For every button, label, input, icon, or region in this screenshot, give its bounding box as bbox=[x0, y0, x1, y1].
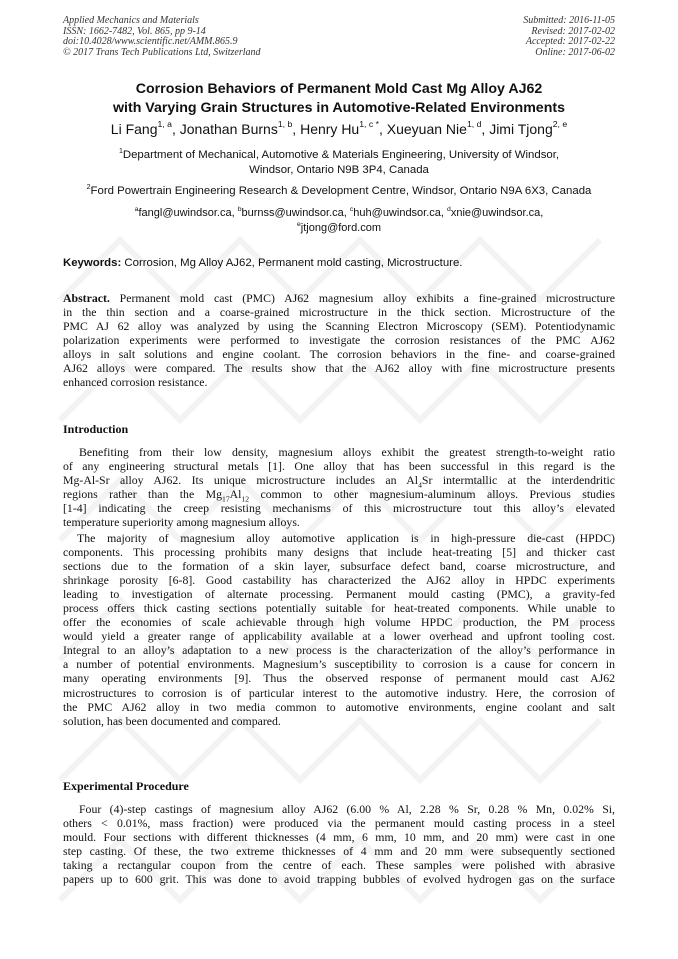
experimental-paragraph bbox=[63, 802, 615, 886]
body-line: [1-4] indicating the creep resisting mechanisms of this microstructure tout this alloy’s elevated bbox=[63, 501, 615, 516]
body-line: a number of potential environments. Magnesium’s susceptibility to corrosion is a cause for concern in bbox=[63, 657, 615, 672]
abstract-line: polarization experiments were performed to investigate the corrosion resistances of the PMC AJ62 bbox=[63, 333, 615, 348]
body-line: taking a rectangular coupon from the centre of each. These samples were polished with abrasive bbox=[63, 858, 615, 873]
affiliation-text: Department of Mechanical, Automotive & Materials Engineering, University of Windsor, bbox=[122, 149, 560, 161]
body-line: shrinkage porosity [6-8]. Good castability has characterized the AJ62 alloy in HPDC experiments bbox=[63, 573, 615, 588]
body-line: Integral to an alloy’s adaptation to a new process is the characterization of the alloy’s performance in bbox=[63, 643, 615, 658]
body-line bbox=[63, 487, 616, 504]
author-name: Jonathan Burns bbox=[179, 121, 278, 137]
keywords bbox=[63, 257, 462, 269]
body-line: mould. Four sections with different thicknesses (4 mm, 6 mm, 10 mm, and 20 mm) were cast in one bbox=[63, 830, 615, 845]
body-line: others < 0.01%, mass fraction) were produced via the permanent mould casting process in a steel bbox=[63, 816, 615, 831]
author-affiliation-mark: 1, a bbox=[157, 119, 172, 130]
abstract-line: enhanced corrosion resistance. bbox=[63, 375, 208, 390]
author-affiliation-mark: 1, b bbox=[277, 119, 293, 130]
body-line bbox=[63, 473, 615, 490]
body-line: sections due to the formation of a skin layer, subsurface defect band, coarse microstructure, and bbox=[63, 559, 615, 574]
experimental-heading: Experimental Procedure bbox=[63, 779, 189, 793]
author-list: Li Fang$^{1, a}$, Jonathan Burns$^{1, b}$, Henry $Hu^{1, c *}$, Xueyuan Nie$^{1, d}$, Jimi Tjong$^{2, e}$ bbox=[110, 119, 568, 137]
affiliation-text: Ford Powertrain Engineering Research & Development Centre, Windsor, Ontario N9A 6X3, Canada bbox=[90, 185, 592, 197]
email-mark: c bbox=[349, 205, 354, 213]
journal-name: Applied Mechanics and Materials bbox=[63, 15, 199, 26]
body-line: The majority of magnesium alloy automotive application is in high-pressure die-cast (HPDC) bbox=[77, 531, 615, 545]
body-line: offer the economies of scale achievable through high volume HPDC production, the PM process bbox=[63, 615, 615, 630]
online-date: Online: 2017-06-02 bbox=[535, 46, 615, 58]
abstract-line: AJ62 alloys were compared. The results show that the AJ62 alloy with fine microstructure presents bbox=[63, 361, 615, 376]
email-mark: a bbox=[134, 205, 139, 213]
author-affiliation-mark: 2, e bbox=[552, 119, 568, 130]
journal-info bbox=[63, 16, 261, 58]
accepted-date: Accepted: 2017-02-22 bbox=[525, 36, 615, 48]
body-text: Sr intermtallic at the interdendritic bbox=[421, 473, 615, 488]
copyright: © 2017 Trans Tech Publications Ltd, Switzerland bbox=[63, 46, 261, 58]
affiliation-text: Windsor, Ontario N9B 3P4, Canada bbox=[249, 164, 429, 176]
body-text: regions rather than the Mg bbox=[63, 487, 222, 502]
author-affiliation-mark: 1, c * bbox=[359, 119, 379, 130]
author-name: Li Fang bbox=[110, 121, 158, 137]
body-text: Mg-Al-Sr alloy AJ62. Its unique microstructure includes an Al bbox=[63, 473, 419, 488]
body-line: step casting. Of these, the two extreme thicknesses of 4 mm and 20 mm were subsequently sectioned bbox=[63, 844, 615, 859]
paper-title bbox=[40, 80, 638, 118]
abstract-line: alloys in salt solutions and engine coolant. The corrosion behaviors in the fine- and coarse-grained bbox=[63, 347, 615, 362]
introduction-paragraph-2 bbox=[63, 531, 615, 728]
issn-volume: ISSN: 1662-7482, Vol. 865, pp 9-14 bbox=[63, 25, 206, 37]
body-line: components. This processing prohibits many designs that include heat-treating [5] and thicker cast bbox=[63, 545, 615, 560]
email-mark: b bbox=[237, 205, 242, 213]
body-line: Benefiting from their low density, magnesium alloys exhibit the greatest strength-to-weight ratio bbox=[79, 445, 615, 459]
abstract-line: PMC AJ 62 alloy was analyzed by using the Scanning Electron Microscopy (SEM). Potentiodynamic bbox=[63, 319, 615, 334]
body-line: Four (4)-step castings of magnesium alloy AJ62 (6.00 % Al, 2.28 % Sr, 0.28 % Mn, 0.02% Si, bbox=[79, 802, 615, 816]
email-list bbox=[40, 206, 638, 236]
email-link[interactable]: jtjong@ford.com bbox=[300, 222, 382, 234]
affiliation-number: 1 bbox=[118, 147, 123, 155]
revised-date: Revised: 2017-02-02 bbox=[531, 25, 615, 37]
author-name: Henry Hu bbox=[300, 121, 360, 137]
keywords-label: Keywords: bbox=[63, 257, 122, 269]
submitted-date: Submitted: 2016-11-05 bbox=[523, 15, 615, 26]
body-line: process offers thick casting sections potentially suitable for heat-treated components. While unable to bbox=[63, 601, 615, 616]
introduction-paragraph-1 bbox=[63, 445, 615, 529]
abstract-label: Abstract. bbox=[63, 291, 110, 305]
email-link[interactable]: burnss@uwindsor.ca, bbox=[241, 207, 347, 219]
body-text: common to other magnesium-aluminum alloys. Previous studies bbox=[249, 487, 616, 502]
body-line: the PMC AJ62 alloy in two media common to automotive environments, engine coolant and salt bbox=[63, 699, 615, 714]
title-line-1: Corrosion Behaviors of Permanent Mold Cast Mg Alloy AJ62 bbox=[135, 81, 543, 97]
email-mark: d bbox=[447, 205, 451, 213]
author-name: Jimi Tjong bbox=[489, 121, 553, 137]
email-link[interactable]: huh@uwindsor.ca, bbox=[353, 207, 444, 219]
author-affiliation-mark: 1, d bbox=[466, 119, 482, 130]
affiliation-2 bbox=[40, 184, 638, 199]
body-line: microstructures to corrosion is of particular interest to the automotive industry. Here, the corrosion of bbox=[63, 685, 615, 700]
subscript: 12 bbox=[241, 494, 250, 504]
body-line: would yield a greater range of applicability available at a lower overhead and upfront tooling cost. bbox=[63, 629, 615, 644]
body-line: temperature superiority among magnesium alloys. bbox=[63, 515, 300, 530]
keywords-text: Corrosion, Mg Alloy AJ62, Permanent mold casting, Microstructure. bbox=[121, 257, 463, 269]
abstract bbox=[63, 291, 615, 389]
body-line: papers up to 600 grit. This was done to avoid trapping bubbles of evolved hydrogen gas on the surface bbox=[63, 872, 615, 887]
title-line-2: with Varying Grain Structures in Automotive-Related Environments bbox=[113, 100, 565, 116]
affiliation-1 bbox=[40, 148, 638, 178]
body-text: Al bbox=[229, 487, 242, 502]
submission-dates bbox=[523, 16, 615, 58]
body-line: of any engineering structural metals [1]. One alloy that has been successful in this regard is the bbox=[63, 459, 615, 474]
email-link[interactable]: fangl@uwindsor.ca, bbox=[138, 207, 235, 219]
email-link[interactable]: xnie@uwindsor.ca, bbox=[450, 207, 544, 219]
introduction-heading: Introduction bbox=[63, 422, 129, 436]
email-mark: e bbox=[296, 220, 301, 228]
abstract-line: in the thin section and a coarse-grained microstructure in the thick section. Microstructure of the bbox=[63, 305, 615, 320]
body-line: many operating environments [9]. Thus the observed response of permanent mould cast AJ62 bbox=[63, 671, 615, 686]
abstract-text: Permanent mold cast (PMC) AJ62 magnesium alloy exhibits a fine-grained microstructure bbox=[109, 291, 615, 305]
doi: doi:10.4028/www.scientific.net/AMM.865.9 bbox=[63, 36, 238, 48]
subscript: 17 bbox=[221, 494, 230, 504]
subscript: 4 bbox=[418, 480, 422, 490]
body-line: leading to investigation of alternate processing. Permanent mould casting (PMC), a gravity-fed bbox=[63, 587, 615, 602]
abstract-line bbox=[63, 291, 615, 305]
body-line: solution, has been documented and compared. bbox=[63, 713, 281, 728]
author-name: Xueyuan Nie bbox=[386, 121, 467, 137]
affiliation-number: 2 bbox=[86, 183, 91, 191]
